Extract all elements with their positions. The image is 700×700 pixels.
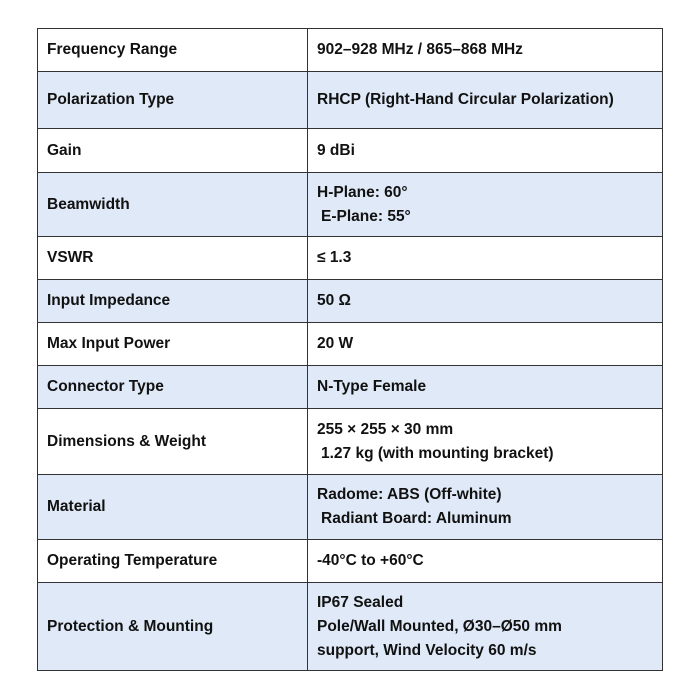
value-line: 9 dBi [317,141,355,159]
row-label: Dimensions & Weight [38,409,308,475]
value-line: 50 Ω [317,292,351,309]
row-value [308,366,663,409]
value-line: support, Wind Velocity 60 m/s [317,641,537,659]
row-label: Protection & Mounting [38,583,308,671]
table-row [38,583,663,671]
row-value [308,280,663,323]
table-row [38,29,663,72]
table-row [38,409,663,475]
table-row [38,237,663,280]
row-value [308,409,663,475]
row-label: Operating Temperature [38,540,308,583]
row-label: Beamwidth [38,173,308,237]
row-value [308,540,663,583]
value-line: 255 × 255 × 30 mm [317,420,454,438]
table-row [38,323,663,366]
table-row [38,366,663,409]
value-line: N-Type Female [317,378,427,395]
row-value [308,323,663,366]
value-line: H-Plane: 60° [317,183,408,201]
value-line: Radome: ABS (Off-white) [317,486,502,503]
value-line: E-Plane: 55° [321,207,411,225]
value-line: Pole/Wall Mounted, Ø30–Ø50 mm [317,617,562,635]
row-value [308,475,663,540]
value-line: IP67 Sealed [317,593,404,611]
value-line: Radiant Board: Aluminum [321,510,512,527]
row-label: Max Input Power [38,323,308,366]
row-label: Input Impedance [38,280,308,323]
table-row [38,72,663,129]
row-label: Connector Type [38,366,308,409]
value-line: -40°C to +60°C [317,552,424,569]
row-value [308,129,663,173]
value-line: RHCP (Right-Hand Circular Polarization) [317,91,614,108]
row-value [308,583,663,671]
row-label: VSWR [38,237,308,280]
row-value [308,173,663,237]
row-value [308,72,663,129]
row-value [308,237,663,280]
table-row [38,540,663,583]
value-line: 20 W [317,335,354,352]
row-label: Frequency Range [38,29,308,72]
table-row [38,280,663,323]
value-line: ≤ 1.3 [317,249,352,266]
row-value [308,29,663,72]
table-row [38,129,663,173]
row-label: Polarization Type [38,72,308,129]
value-line: 902–928 MHz / 865–868 MHz [317,41,523,58]
spec-table [37,28,663,671]
table-row [38,173,663,237]
value-line: 1.27 kg (with mounting bracket) [321,444,554,462]
row-label: Material [38,475,308,540]
row-label: Gain [38,129,308,173]
table-row [38,475,663,540]
